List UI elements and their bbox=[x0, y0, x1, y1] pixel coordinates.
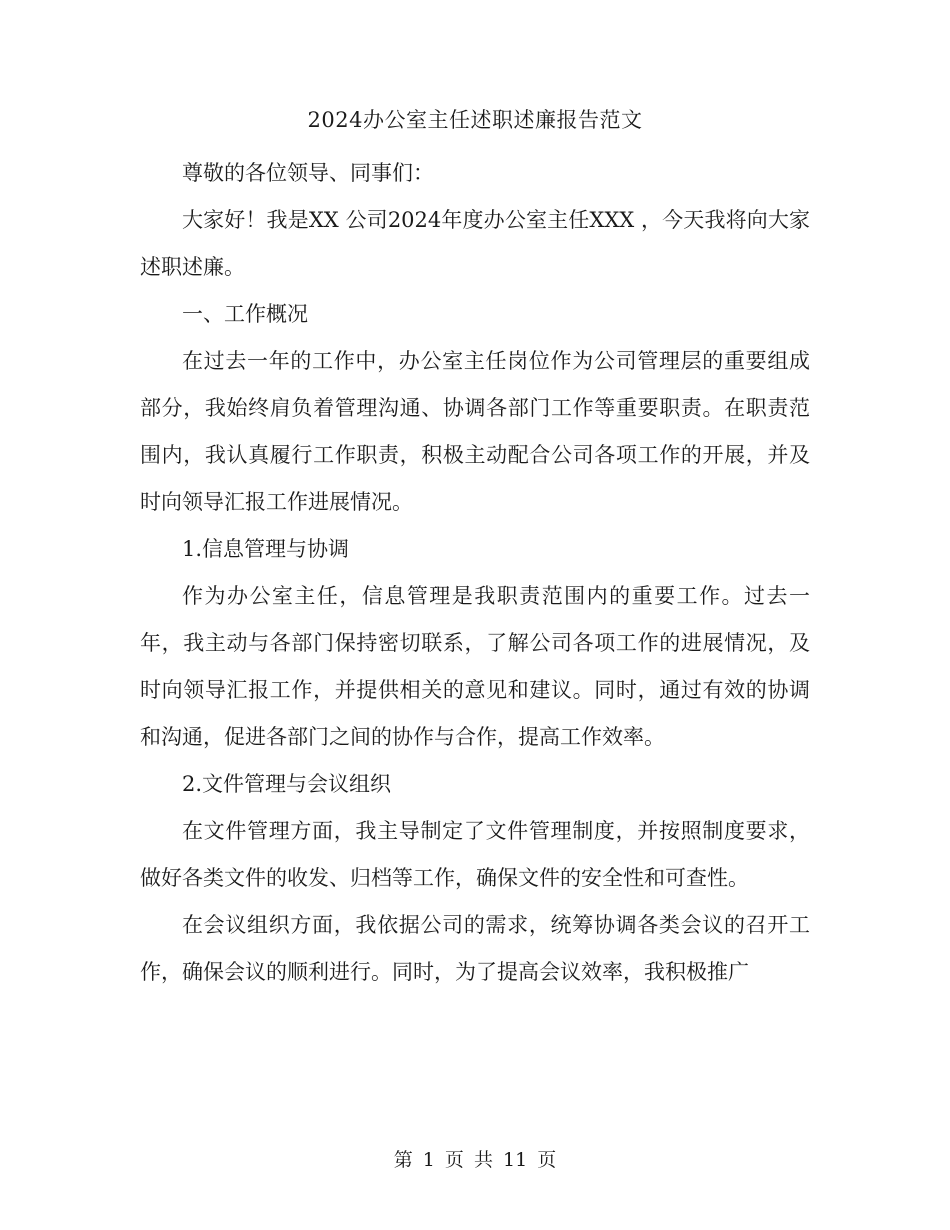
document-management-paragraph: 在文件管理方面，我主导制定了文件管理制度，并按照制度要求，做好各类文件的收发、归档等工作，确保文件的安全性和可查性。 bbox=[140, 819, 810, 890]
greeting-paragraph: 大家好！我是XX 公司2024年度办公室主任XXX ，今天我将向大家述职述廉。 bbox=[140, 208, 810, 279]
salutation-paragraph: 尊敬的各位领导、同事们： bbox=[182, 161, 434, 185]
section-heading-work-overview: 一、工作概况 bbox=[182, 302, 308, 326]
document-body bbox=[140, 150, 810, 996]
page-number-footer: 第 1 页 共 11 页 bbox=[393, 1149, 557, 1171]
information-management-paragraph: 作为办公室主任，信息管理是我职责范围内的重要工作。过去一年，我主动与各部门保持密切联系，了解公司各项工作的进展情况，及时向领导汇报工作，并提供相关的意见和建议。同时，通过有效的协调和沟通，促进各部门之间的协作与合作，提高工作效率。 bbox=[140, 584, 810, 749]
document-title: 2024办公室主任述职述廉报告范文 bbox=[307, 108, 643, 132]
subheading-document-meeting: 2.文件管理与会议组织 bbox=[182, 772, 392, 796]
overview-paragraph: 在过去一年的工作中，办公室主任岗位作为公司管理层的重要组成部分，我始终肩负着管理沟通、协调各部门工作等重要职责。在职责范围内，我认真履行工作职责，积极主动配合公司各项工作的开展，并及时向领导汇报工作进展情况。 bbox=[140, 349, 810, 514]
meeting-organization-paragraph: 在会议组织方面，我依据公司的需求，统筹协调各类会议的召开工作，确保会议的顺利进行。同时，为了提高会议效率，我积极推广 bbox=[140, 913, 810, 984]
subheading-information-management: 1.信息管理与协调 bbox=[182, 537, 350, 561]
